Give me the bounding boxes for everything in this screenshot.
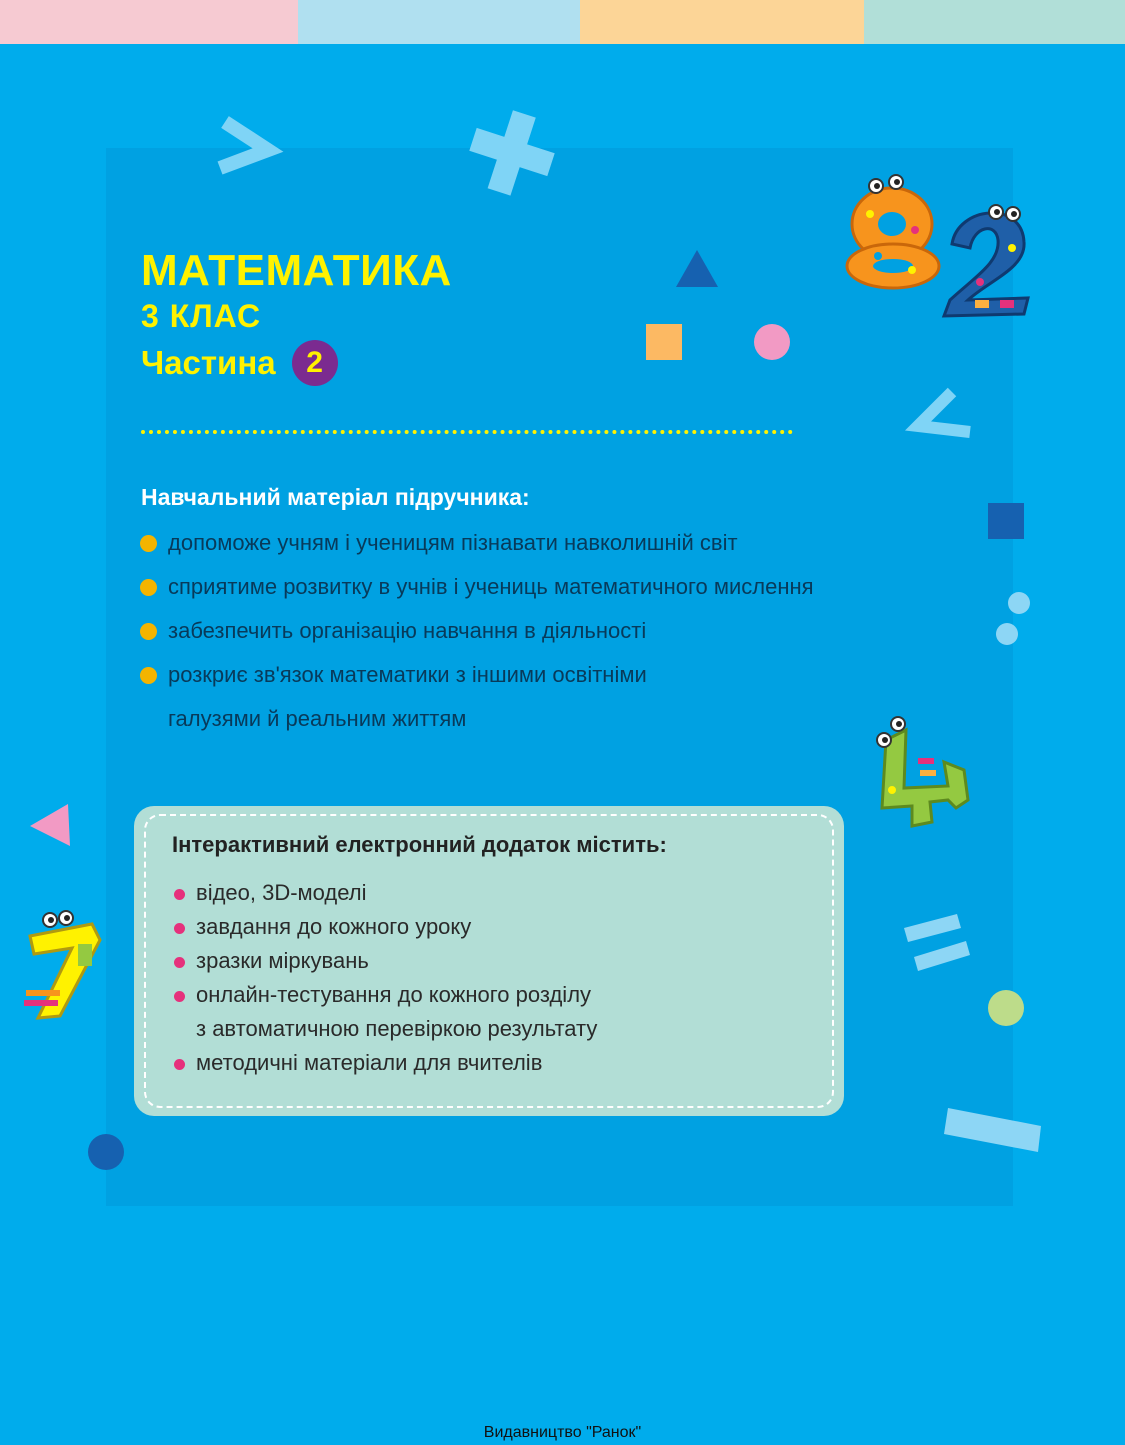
list-item-text: розкриє зв'язок математики з іншими освітніми [168,662,647,687]
list-item [140,572,814,602]
bullet-icon [140,667,157,684]
list-item-text: методичні матеріали для вчителів [196,1050,543,1075]
circle-icon [754,324,790,360]
publisher-label: Видавництво "Ранок" [483,1424,642,1441]
greater-than-icon [220,122,268,168]
circle-icon [996,623,1018,645]
triangle-icon [30,804,70,846]
interactive-heading: Інтерактивний електронний додаток містить: [172,832,667,857]
part-label: Частина [141,344,276,381]
number-8-character-icon [847,175,939,288]
list-item-text: сприятиме розвитку в учнів і учениць математичного мислення [168,574,814,599]
list-item [140,616,814,646]
minus-icon [944,1108,1041,1152]
list-item [140,528,814,558]
list-item-continuation: галузями й реальним життям [168,706,467,731]
bullet-icon [140,535,157,552]
bullet-icon [174,991,185,1002]
triangle-icon [676,250,718,287]
list-item-text: завдання до кожного уроку [196,914,472,939]
part-label-row [141,340,338,386]
list-item [172,944,597,978]
list-item [172,1046,597,1080]
number-2-character-icon [944,205,1028,316]
square-icon [646,324,682,360]
list-item-continuation: з автоматичною перевіркою результату [196,1016,598,1041]
material-heading: Навчальний матеріал підручника: [141,484,530,510]
list-item [140,660,814,734]
interactive-list [172,876,597,1080]
list-item-text: забезпечить організацію навчання в діяльності [168,618,647,643]
list-item-text: відео, 3D-моделі [196,880,367,905]
circle-icon [1008,592,1030,614]
bullet-icon [174,889,185,900]
circle-icon [988,990,1024,1026]
bullet-icon [174,957,185,968]
less-than-icon [918,392,970,432]
list-item [172,910,597,944]
bullet-icon [140,623,157,640]
part-number-badge: 2 [292,340,338,386]
square-icon [988,503,1024,539]
material-list [140,528,814,748]
bullet-icon [174,1059,185,1070]
equals-icon [904,914,970,971]
book-title: МАТЕМАТИКА [141,246,452,295]
list-item-text: онлайн-тестування до кожного розділу [196,982,592,1007]
bullet-icon [174,923,185,934]
list-item-text: зразки міркувань [196,948,369,973]
dotted-divider [141,430,793,434]
list-item [172,876,597,910]
list-item [172,978,597,1046]
bullet-icon [140,579,157,596]
plus-icon [460,101,563,204]
list-item-text: допоможе учням і ученицям пізнавати навколишній світ [168,530,738,555]
circle-icon [88,1134,124,1170]
grade-label: 3 КЛАС [141,298,262,334]
number-4-character-icon [877,717,968,826]
number-7-character-icon [24,911,100,1018]
